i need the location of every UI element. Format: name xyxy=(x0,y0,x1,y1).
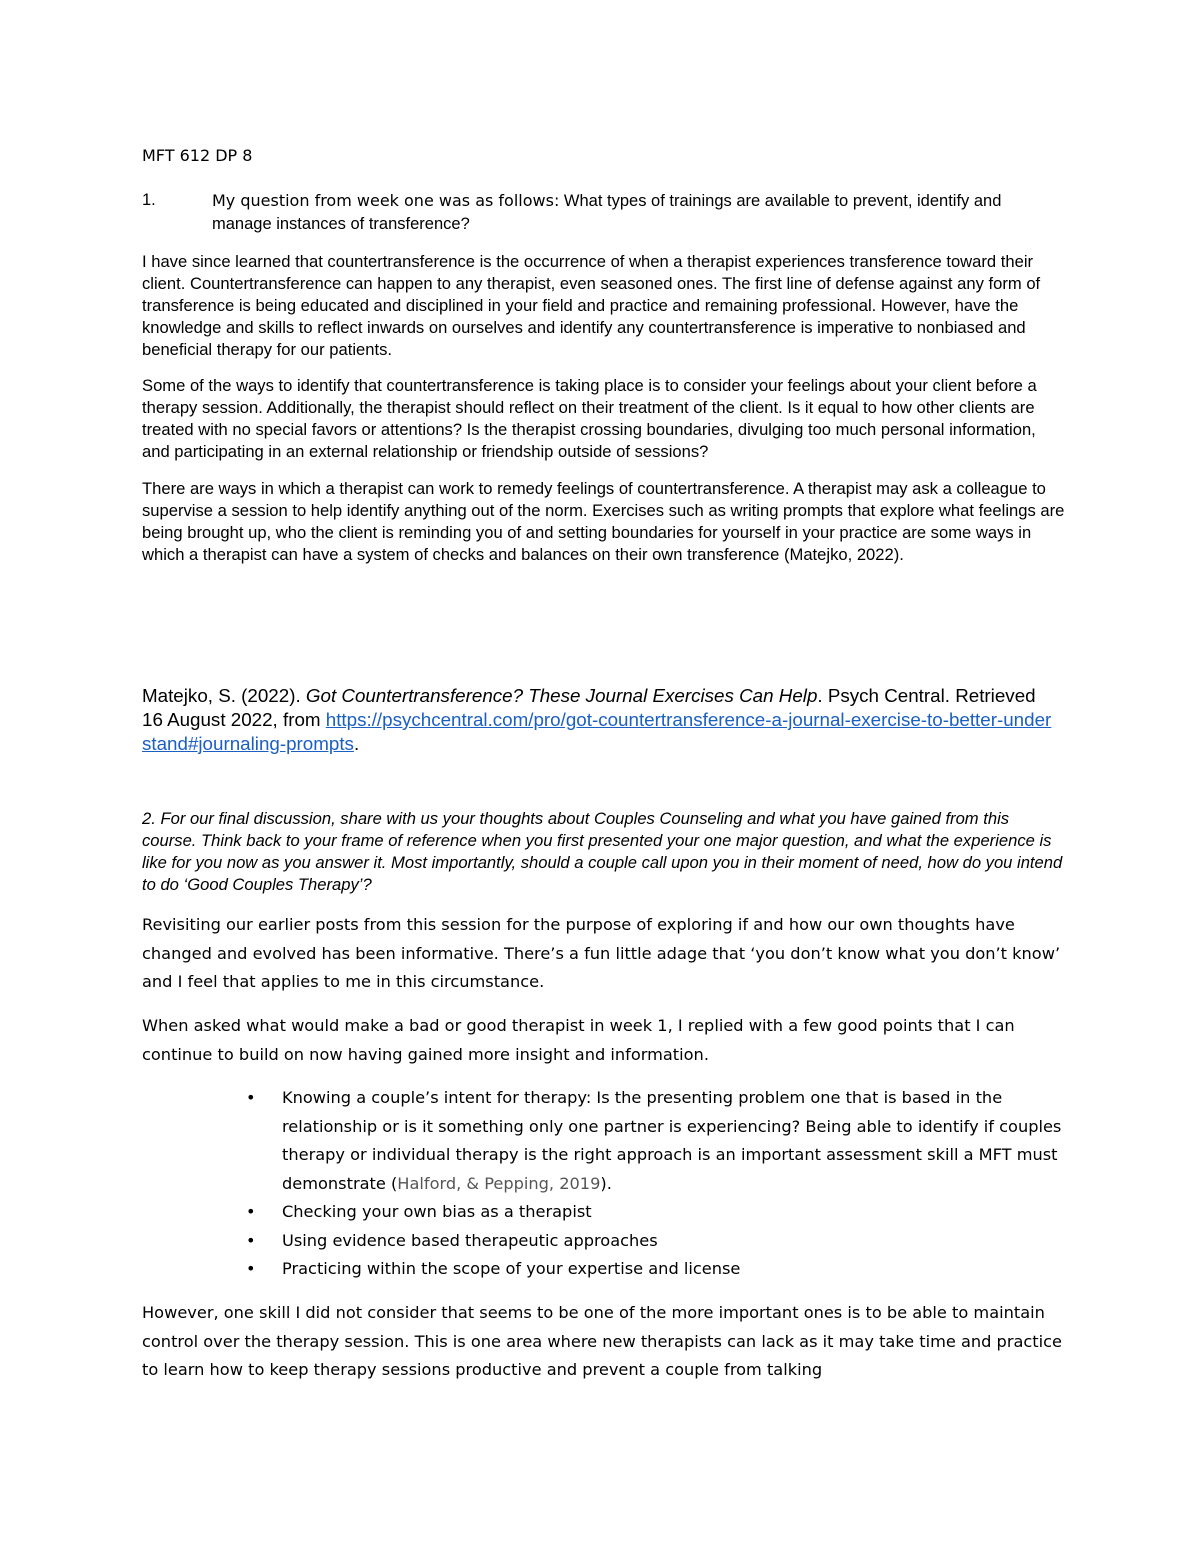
question-1-number: 1. xyxy=(142,191,156,209)
list-item: • Practicing within the scope of your expertise and license xyxy=(142,1255,1062,1284)
question-1 xyxy=(142,189,1062,236)
bullet-icon: • xyxy=(246,1202,256,1221)
answer-2-paragraph-2: When asked what would make a bad or good therapist in week 1, I replied with a few good points that I can continue to build on now having gained more insight and information. xyxy=(142,1016,1015,1064)
list-item: • Checking your own bias as a therapist xyxy=(142,1198,1062,1227)
question-1-lead: My question from week one was as follows: xyxy=(212,191,560,210)
reference-link[interactable]: https://psychcentral.com/pro/got-countertransference-a-journal-exercise-to-better-understand#journaling-prompts xyxy=(142,709,1052,754)
reference-title: Got Countertransference? These Journal Exercises Can Help xyxy=(305,685,818,706)
answer-1-paragraph-3: There are ways in which a therapist can work to remedy feelings of countertransference. A therapist may ask a colleague to supervise a session to help identify anything out of the norm. Exercises such as writing prompts that explore what feelings are being brought up, who the client is reminding you of and setting boundaries for yourself in your practice are some ways in which a therapist can have a system of checks and balances on their own transference (Matejko, 2022). xyxy=(142,479,1065,564)
inline-citation: Halford, & Pepping, 2019 xyxy=(397,1173,601,1193)
list-item: • Knowing a couple’s intent for therapy: Is the presenting problem one that is based in the relationship or is it something only one partner is experiencing? Being able to identify if couples therapy or individual therapy is the right approach is an important assessment skill a MFT must demonstrate (Halford, & Pepping, 2019). xyxy=(142,1084,1062,1198)
question-1-text xyxy=(212,189,1062,236)
answer-1-paragraph-1: I have since learned that countertransference is the occurrence of when a therapist experiences transference toward their client. Countertransference can happen to any therapist, even seasoned ones. The first line of defense against any form of transference is being educated and disciplined in your field and practice and remaining professional. However, have the knowledge and skills to reflect inwards on ourselves and identify any countertransference is imperative to nonbiased and beneficial therapy for our patients. xyxy=(142,252,1041,359)
bullet-list xyxy=(142,1084,1062,1284)
answer-1-paragraph-2: Some of the ways to identify that countertransference is taking place is to consider your feelings about your client before a therapy session. Additionally, the therapist should reflect on their treatment of the client. Is it equal to how other clients are treated with no special favors or attentions? Is the therapist crossing boundaries, divulging too much personal information, and participating in an external relationship or friendship outside of sessions? xyxy=(142,376,1037,461)
question-1-body: What types of trainings are available to prevent, identify and manage instances of transference? xyxy=(212,192,1002,233)
reference-author: Matejko, S. (2022). xyxy=(142,685,306,706)
bullet-icon: • xyxy=(246,1088,256,1107)
reference-end: . xyxy=(353,733,360,754)
bullet-icon: • xyxy=(246,1230,256,1250)
answer-2-paragraph-3: However, one skill I did not consider that seems to be one of the more important ones is to be able to maintain control over the therapy session. This is one area where new therapists can lack as it may take time and practice to learn how to keep therapy sessions productive and prevent a couple from talking xyxy=(142,1303,1063,1379)
question-2: 2. For our final discussion, share with us your thoughts about Couples Counseling and what you have gained from this course. Think back to your frame of reference when you first presented your one major question, and what the experience is like for you now as you answer it. Most importantly, should a couple call upon you in their moment of need, how do you intend to do ‘Good Couples Therapy’? xyxy=(142,809,1063,894)
list-item: • Using evidence based therapeutic approaches xyxy=(142,1227,1062,1256)
reference-source: . Psych Central. Retrieved 16 August 2022, from xyxy=(142,685,1036,730)
answer-2-paragraph-1: Revisiting our earlier posts from this session for the purpose of exploring if and how our own thoughts have changed and evolved has been informative. There’s a fun little adage that ‘you don’t know what you don’t know’ and I feel that applies to me in this circumstance. xyxy=(142,915,1061,991)
bullet-icon: • xyxy=(246,1259,256,1278)
reference-citation xyxy=(142,684,1057,756)
document-title: MFT 612 DP 8 xyxy=(142,146,253,165)
